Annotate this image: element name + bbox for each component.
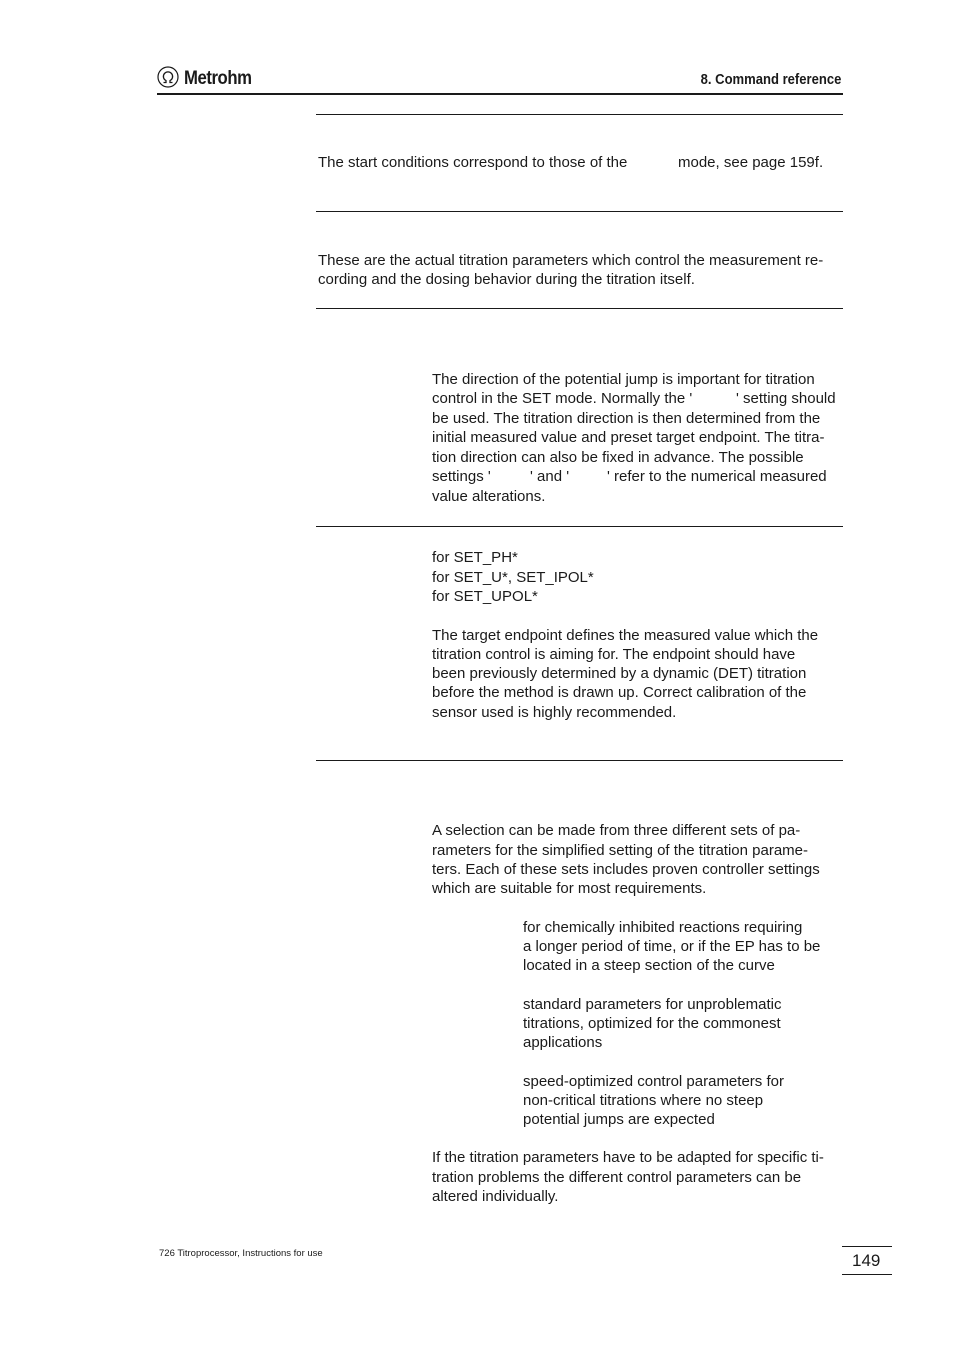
parameters-intro-line: A selection can be made from three different sets of pa- xyxy=(432,822,801,839)
direction-line: control in the SET mode. Normally the ' xyxy=(432,390,693,407)
parameter-set-2-line: titrations, optimized for the commonest xyxy=(523,1015,781,1032)
parameter-set-3-line: non-critical titrations where no steep xyxy=(523,1092,764,1109)
start-conditions-text-after: mode, see page 159f. xyxy=(678,154,824,171)
parameters-outro-line: tration problems the different control parameters can be xyxy=(432,1169,802,1186)
parameter-set-1-line: for chemically inhibited reactions requiring xyxy=(523,919,803,936)
endpoint-line: before the method is drawn up. Correct calibration of the xyxy=(432,684,807,701)
direction-line-tail: ' refer to the numerical measured xyxy=(607,468,827,485)
endpoint-range: for SET_UPOL* xyxy=(432,588,538,605)
divider xyxy=(316,308,843,309)
logo-text: Metrohm xyxy=(184,68,252,89)
omega-icon xyxy=(157,66,179,92)
parameter-set-3-line: potential jumps are expected xyxy=(523,1111,715,1128)
titration-params-line: These are the actual titration parameters which control the measurement re- xyxy=(318,252,824,269)
endpoint-line: The target endpoint defines the measured value which the xyxy=(432,627,819,644)
header-rule xyxy=(157,93,843,95)
divider xyxy=(316,211,843,212)
direction-line: settings ' xyxy=(432,468,491,485)
endpoint-range: for SET_PH* xyxy=(432,549,518,566)
direction-line: be used. The titration direction is then determined from the xyxy=(432,410,821,427)
start-conditions-text-before: The start conditions correspond to those of the xyxy=(318,154,628,171)
endpoint-line: titration control is aiming for. The endpoint should have xyxy=(432,646,796,663)
parameters-intro-line: which are suitable for most requirements. xyxy=(432,880,707,897)
endpoint-range: for SET_U*, SET_IPOL* xyxy=(432,569,594,586)
divider xyxy=(316,760,843,761)
parameters-outro-line: If the titration parameters have to be adapted for specific ti- xyxy=(432,1149,824,1166)
parameter-set-2-line: standard parameters for unproblematic xyxy=(523,996,782,1013)
parameters-outro-line: altered individually. xyxy=(432,1188,559,1205)
parameters-intro-line: rameters for the simplified setting of the titration parame- xyxy=(432,842,808,859)
divider xyxy=(316,526,843,527)
direction-line-mid: ' and ' xyxy=(530,468,570,485)
parameter-set-1-line: located in a steep section of the curve xyxy=(523,957,775,974)
section-title: 8. Command reference xyxy=(700,72,841,88)
titration-params-line: cording and the dosing behavior during the titration itself. xyxy=(318,271,695,288)
parameter-set-3-line: speed-optimized control parameters for xyxy=(523,1073,784,1090)
endpoint-line: sensor used is highly recommended. xyxy=(432,704,677,721)
direction-line-tail: ' setting should xyxy=(736,390,836,407)
footer-document-title: 726 Titroprocessor, Instructions for use xyxy=(159,1248,323,1259)
direction-line: value alterations. xyxy=(432,488,546,505)
parameter-set-2-line: applications xyxy=(523,1034,603,1051)
brand-logo xyxy=(157,66,261,92)
endpoint-line: been previously determined by a dynamic (DET) titration xyxy=(432,665,807,682)
direction-line: tion direction can also be fixed in advance. The possible xyxy=(432,449,804,466)
direction-line: The direction of the potential jump is important for titration xyxy=(432,371,815,388)
parameter-set-1-line: a longer period of time, or if the EP has to be xyxy=(523,938,821,955)
divider xyxy=(316,114,843,115)
page-number: 149 xyxy=(852,1251,881,1270)
direction-line: initial measured value and preset target endpoint. The titra- xyxy=(432,429,825,446)
parameters-intro-line: ters. Each of these sets includes proven controller settings xyxy=(432,861,820,878)
